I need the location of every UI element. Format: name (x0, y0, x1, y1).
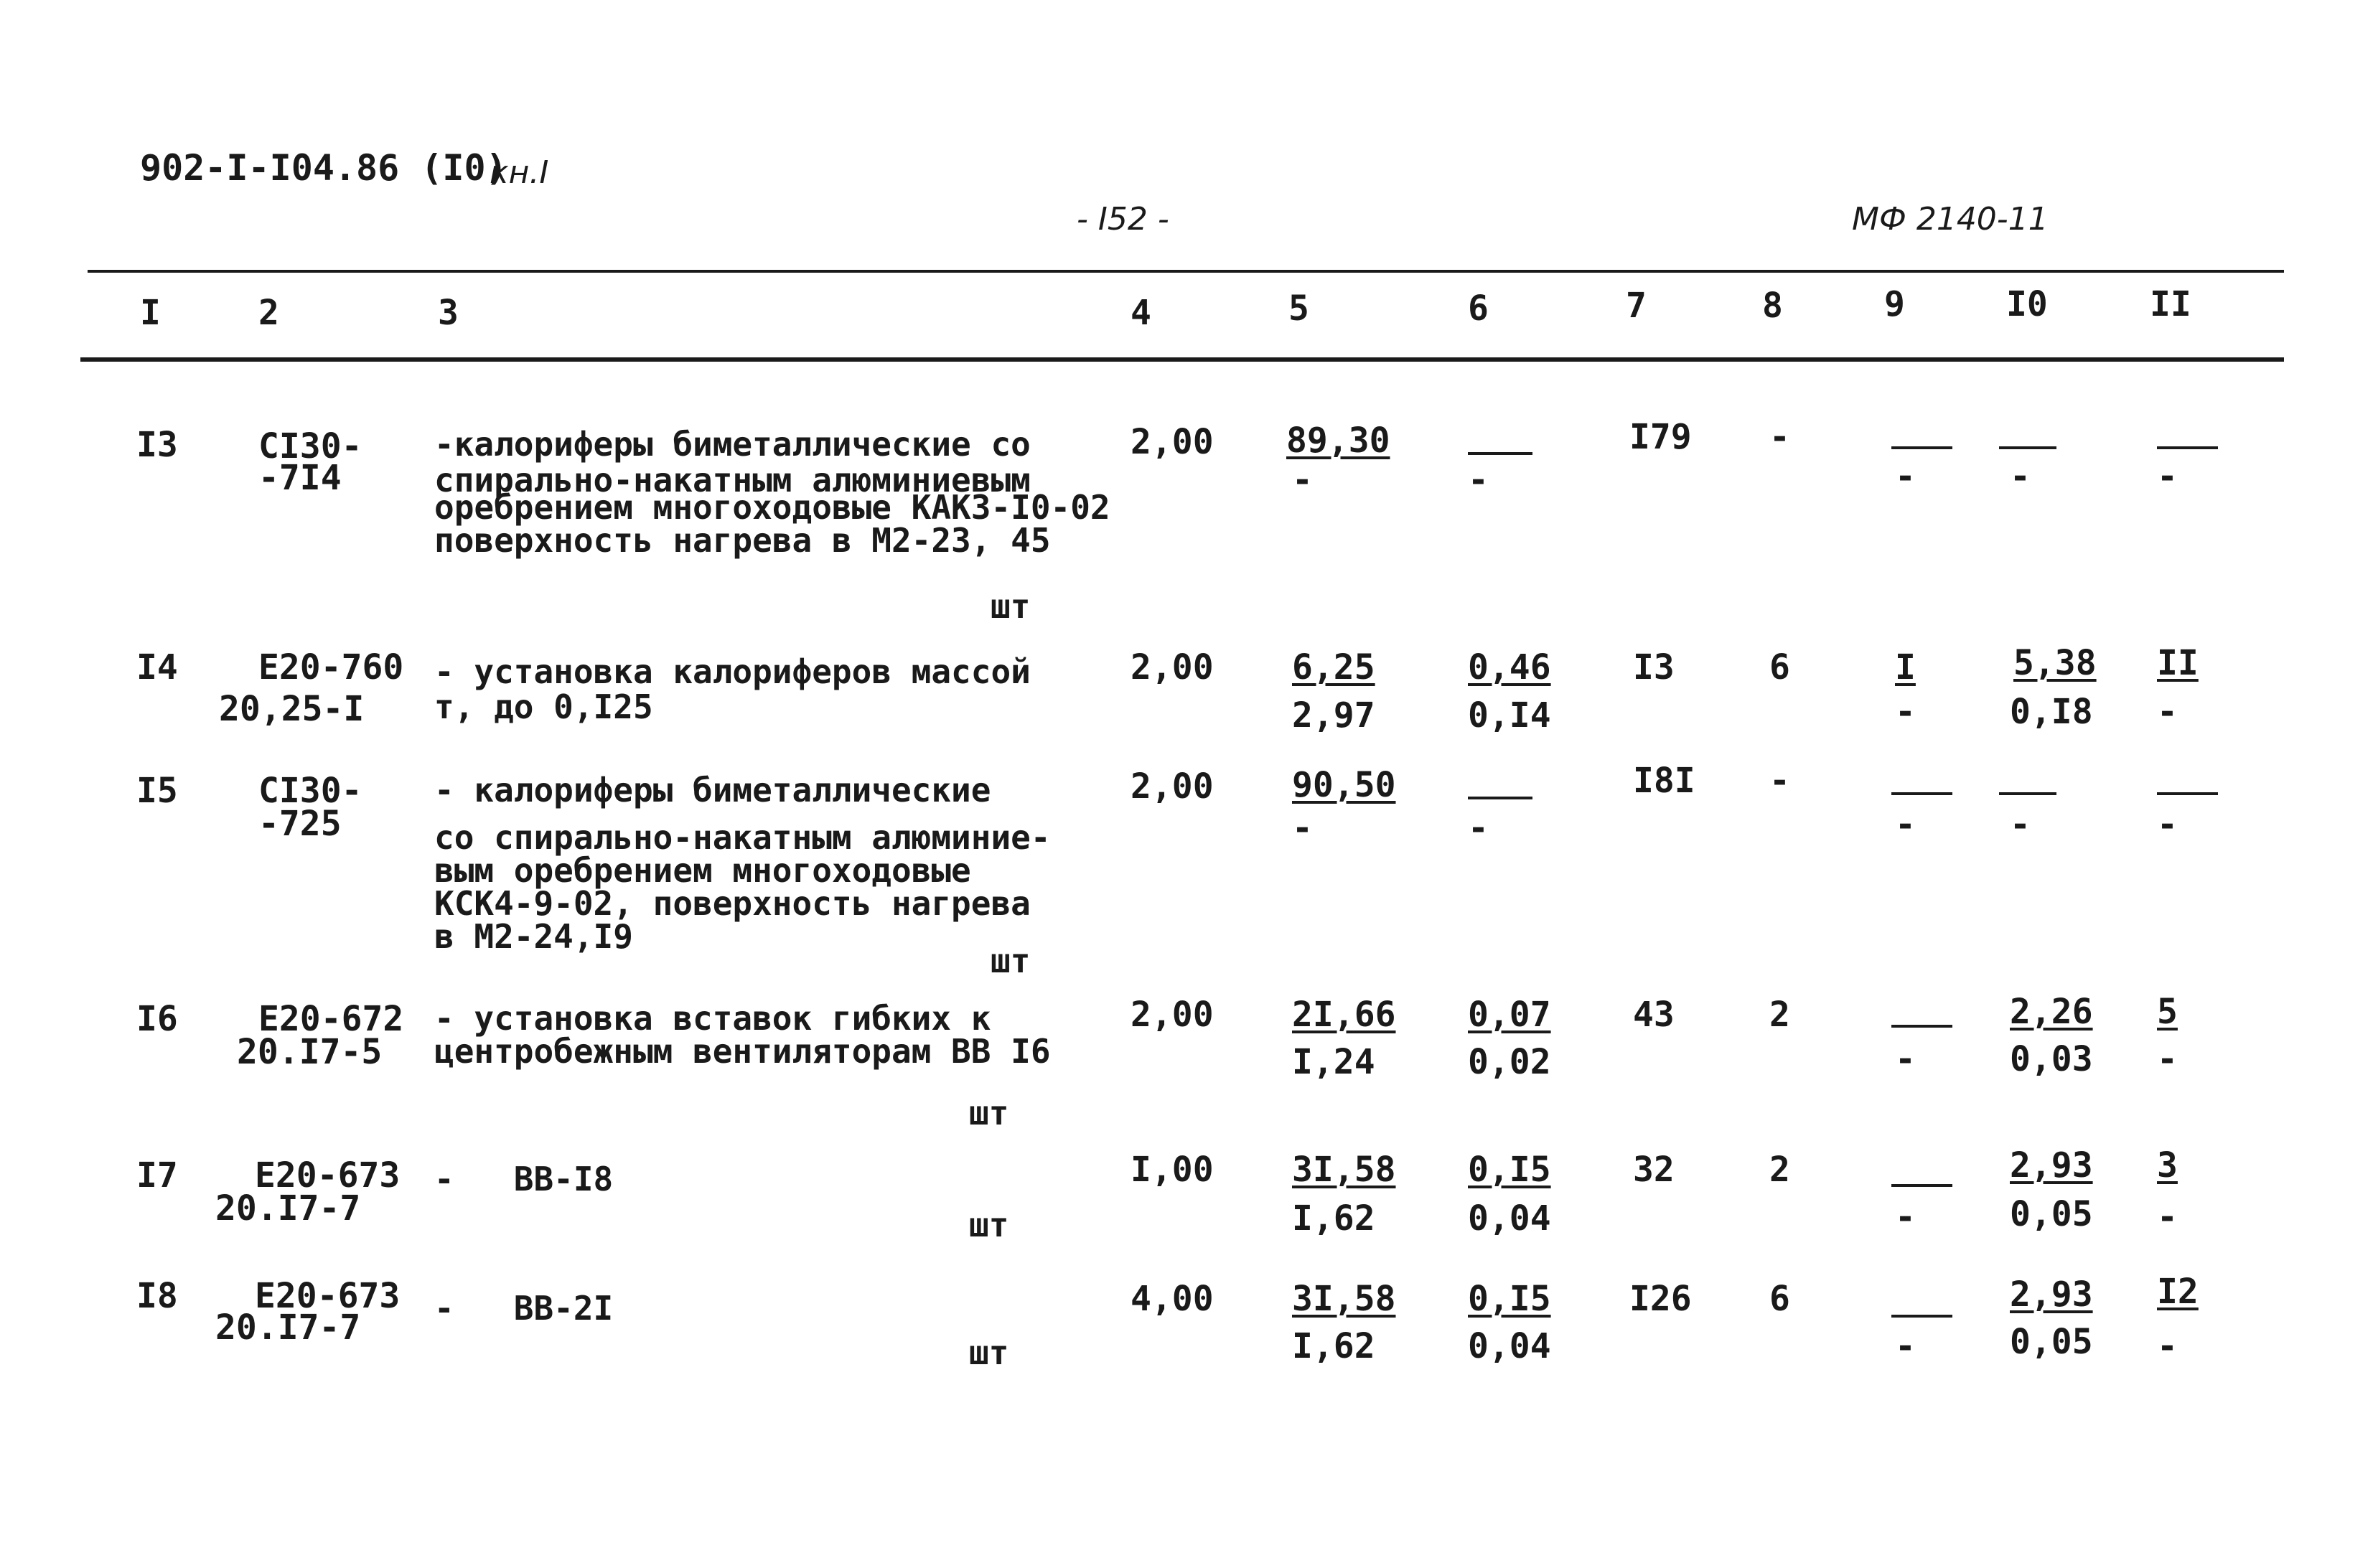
column-header: I (140, 293, 161, 333)
cost-wages: I,24 (1292, 1042, 1375, 1082)
norm-code: CI30- (258, 771, 362, 811)
cost-total: 89,30 (1286, 421, 1390, 461)
quantity: 4,00 (1131, 1279, 1214, 1319)
description-line: центробежным вентиляторам ВВ I6 (434, 1032, 1051, 1071)
column-header: II (2150, 284, 2191, 324)
labor-hours: - (1769, 761, 1790, 801)
row-number: I7 (136, 1155, 178, 1196)
cost-wages: 2,97 (1292, 695, 1375, 736)
description-line: со спирально-накатным алюминие- (434, 818, 1051, 857)
norm-code: -725 (258, 804, 342, 844)
quantity: I,00 (1131, 1150, 1214, 1190)
value-col-11: - (2157, 692, 2178, 732)
norm-code: 20.I7-7 (215, 1188, 361, 1229)
cost-total: 3I,58 (1292, 1279, 1396, 1319)
machine-wages: 0,04 (1468, 1326, 1551, 1366)
empty-value-dash (1891, 446, 1952, 449)
machine-cost: 0,07 (1468, 995, 1551, 1035)
document-code: 902-I-I04.86 (I0) (140, 147, 507, 189)
cost-total: 2I,66 (1292, 995, 1396, 1035)
description-line: - ВВ-I8 (434, 1160, 614, 1198)
machine-wages: 0,02 (1468, 1042, 1551, 1082)
total-cost: 43 (1633, 995, 1675, 1035)
row-number: I8 (136, 1276, 178, 1316)
machine-cost: 0,I5 (1468, 1150, 1551, 1190)
norm-code: 20,25-I (219, 689, 365, 729)
norm-code: 20.I7-5 (237, 1032, 383, 1072)
norm-code: -7I4 (258, 458, 342, 498)
column-header: 3 (438, 293, 459, 333)
value-col-10: - (2010, 456, 2031, 497)
value-col-9: - (1895, 1197, 1916, 1237)
empty-value-dash (1891, 1315, 1952, 1318)
empty-value-dash (1999, 446, 2056, 449)
labor-hours: 2 (1769, 995, 1790, 1035)
column-header: I0 (2006, 284, 2048, 324)
unit-label: шт (969, 1333, 1009, 1372)
value-col-11: I2 (2157, 1272, 2199, 1312)
description-line: в М2-24,I9 (434, 917, 633, 956)
value-col-11: - (2157, 1197, 2178, 1237)
labor-hours: 6 (1769, 647, 1790, 687)
column-header: 4 (1131, 293, 1151, 333)
empty-value-dash (2157, 792, 2218, 795)
cost-total: 90,50 (1292, 765, 1396, 805)
value-col-9: - (1895, 1326, 1916, 1366)
value-col-11: - (2157, 1326, 2178, 1366)
description-line: - ВВ-2I (434, 1289, 614, 1328)
description-line: вым оребрением многоходовые (434, 851, 971, 890)
unit-label: шт (969, 1094, 1009, 1132)
description-line: - установка вставок гибких к (434, 999, 991, 1038)
machine-wages: 0,04 (1468, 1198, 1551, 1239)
empty-value-dash (1468, 797, 1532, 799)
empty-value-dash (1468, 452, 1532, 455)
norm-code: CI30- (258, 426, 362, 466)
value-col-11: - (2157, 804, 2178, 845)
column-header: 5 (1288, 288, 1309, 329)
norm-code: 20.I7-7 (215, 1308, 361, 1348)
description-line: поверхность нагрева в М2-23, 45 (434, 521, 1051, 560)
norm-code: E20-760 (258, 647, 404, 687)
value-col-10: 2,26 (2010, 992, 2093, 1032)
quantity: 2,00 (1131, 995, 1214, 1035)
quantity: 2,00 (1131, 766, 1214, 807)
value-col-11: - (2157, 456, 2178, 497)
empty-value-dash (2157, 446, 2218, 449)
value-col-9: I (1895, 647, 1916, 687)
value-col-10: 0,05 (2010, 1322, 2093, 1362)
description-line: - установка калориферов массой (434, 652, 1031, 691)
labor-hours: - (1769, 417, 1790, 457)
unit-label: шт (991, 587, 1031, 626)
machine-wages: - (1468, 460, 1489, 500)
norm-code: E20-672 (258, 999, 404, 1039)
row-number: I4 (136, 647, 178, 687)
table-header-rule (80, 357, 2284, 362)
cost-wages: - (1292, 808, 1313, 848)
description-line: - калориферы биметаллические (434, 771, 991, 809)
total-cost: I8I (1633, 761, 1695, 801)
value-col-10: 0,I8 (2010, 692, 2093, 732)
value-col-10: 0,03 (2010, 1039, 2093, 1079)
value-col-9: - (1895, 804, 1916, 845)
value-col-10: 2,93 (2010, 1274, 2093, 1315)
value-col-11: 5 (2157, 992, 2178, 1032)
value-col-11: II (2157, 643, 2199, 683)
description-line: спирально-накатным алюминиевым (434, 461, 1031, 499)
total-cost: 32 (1633, 1150, 1675, 1190)
row-number: I6 (136, 999, 178, 1039)
total-cost: I26 (1629, 1279, 1692, 1319)
unit-label: шт (969, 1206, 1009, 1244)
book-mark: кн.I (490, 154, 549, 191)
machine-wages: 0,I4 (1468, 695, 1551, 736)
value-col-9: - (1895, 1039, 1916, 1079)
norm-code: E20-673 (255, 1276, 401, 1316)
column-header: 9 (1884, 284, 1905, 324)
value-col-10: - (2010, 804, 2031, 845)
value-col-9: - (1895, 456, 1916, 497)
quantity: 2,00 (1131, 647, 1214, 687)
machine-cost: 0,46 (1468, 647, 1551, 687)
machine-wages: - (1468, 808, 1489, 848)
quantity: 2,00 (1131, 422, 1214, 462)
value-col-10: 0,05 (2010, 1194, 2093, 1234)
column-header: 8 (1762, 286, 1783, 326)
value-col-10: 5,38 (2013, 643, 2097, 683)
machine-cost: 0,I5 (1468, 1279, 1551, 1319)
empty-value-dash (1999, 792, 2056, 795)
row-number: I5 (136, 771, 178, 811)
description-line: -калориферы биметаллические со (434, 425, 1031, 464)
table-top-rule (88, 270, 2284, 273)
empty-value-dash (1891, 1025, 1952, 1028)
value-col-9: - (1895, 692, 1916, 732)
cost-wages: I,62 (1292, 1326, 1375, 1366)
labor-hours: 2 (1769, 1150, 1790, 1190)
description-line: оребрением многоходовые КАКЗ-I0-02 (434, 488, 1110, 527)
value-col-11: 3 (2157, 1145, 2178, 1186)
column-header: 2 (258, 293, 279, 333)
column-header: 6 (1468, 288, 1489, 329)
empty-value-dash (1891, 792, 1952, 795)
sheet-reference: МФ 2140-11 (1852, 201, 2049, 238)
cost-wages: I,62 (1292, 1198, 1375, 1239)
total-cost: I3 (1633, 647, 1675, 687)
page-number: - I52 - (1077, 201, 1169, 238)
total-cost: I79 (1629, 417, 1692, 457)
labor-hours: 6 (1769, 1279, 1790, 1319)
cost-total: 3I,58 (1292, 1150, 1396, 1190)
description-line: т, до 0,I25 (434, 687, 653, 726)
column-header: 7 (1626, 286, 1647, 326)
norm-code: E20-673 (255, 1155, 401, 1196)
description-line: КСК4-9-02, поверхность нагрева (434, 884, 1031, 923)
cost-wages: - (1292, 460, 1313, 500)
unit-label: шт (991, 942, 1031, 980)
cost-total: 6,25 (1292, 647, 1375, 687)
empty-value-dash (1891, 1184, 1952, 1187)
row-number: I3 (136, 425, 178, 465)
value-col-11: - (2157, 1039, 2178, 1079)
value-col-10: 2,93 (2010, 1145, 2093, 1186)
